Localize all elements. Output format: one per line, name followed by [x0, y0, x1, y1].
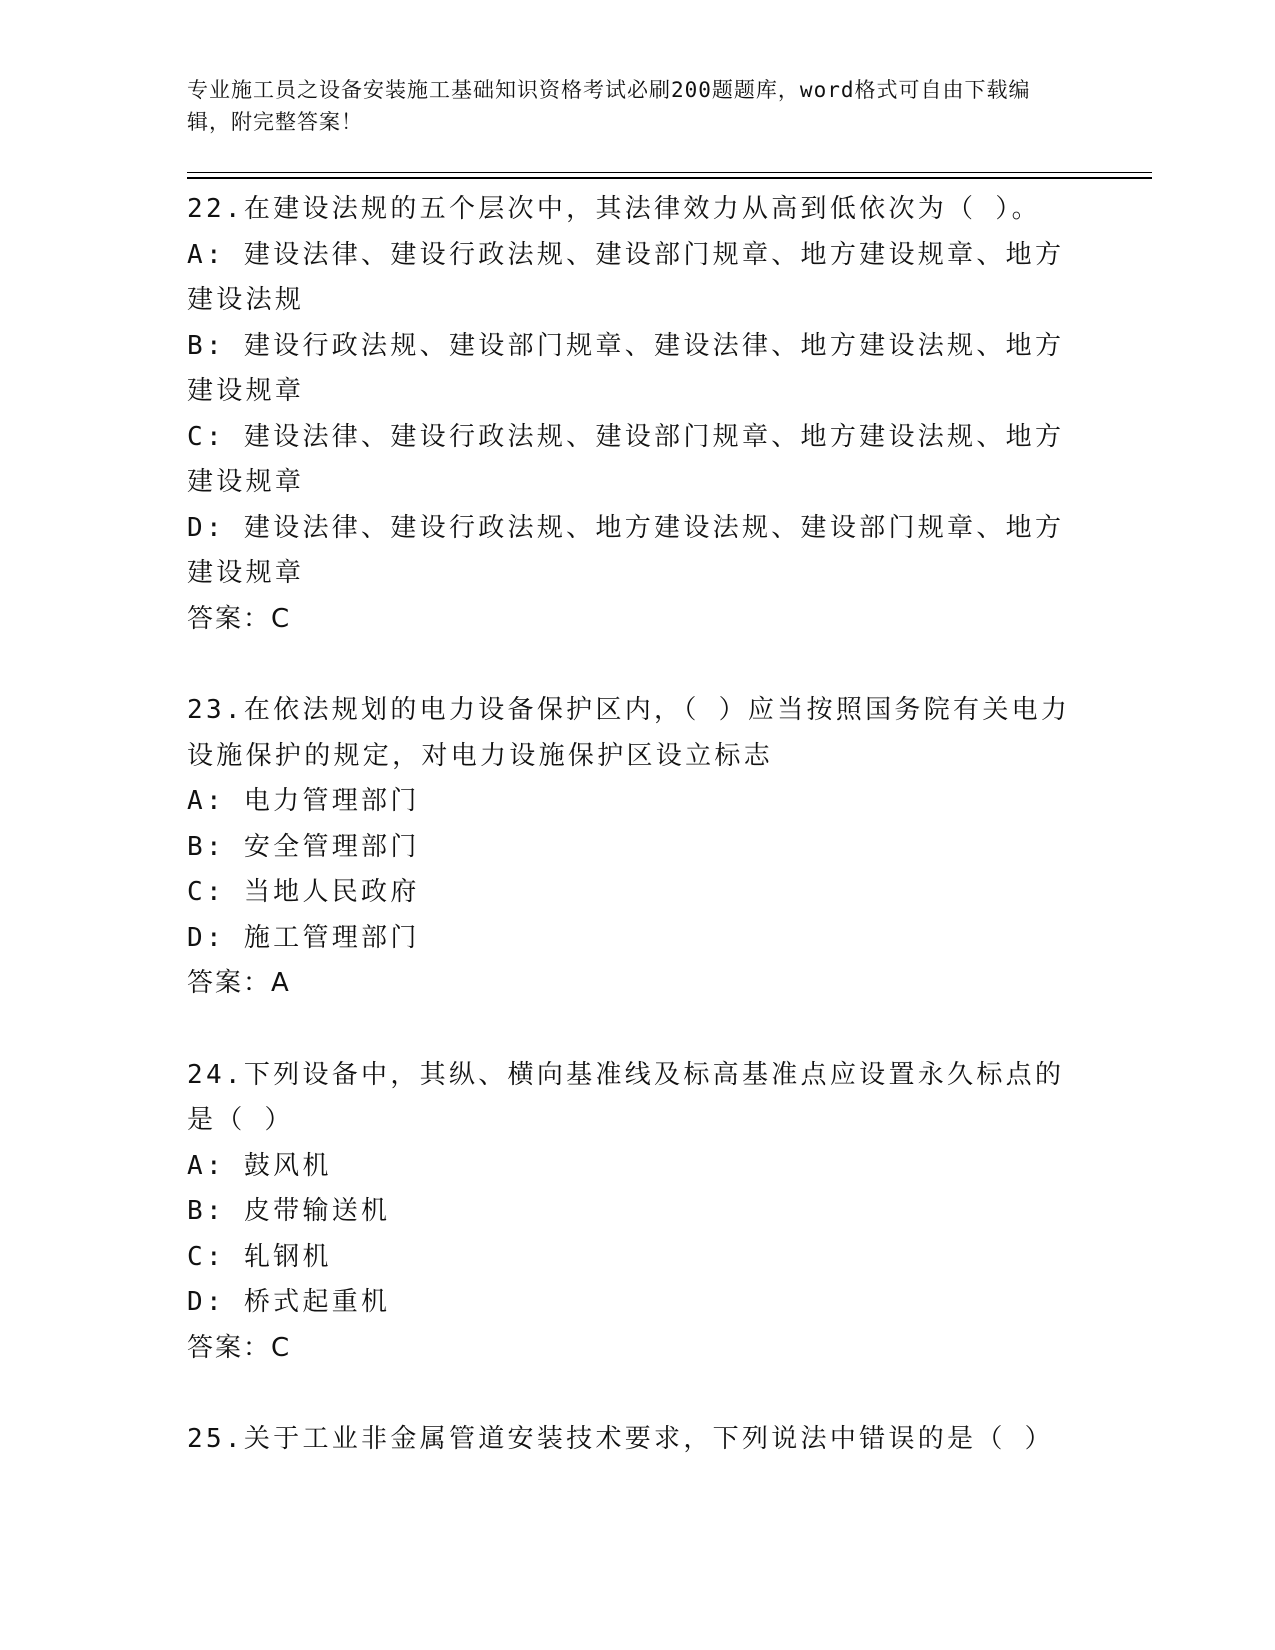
- option-c: C: 当地人民政府: [187, 877, 420, 907]
- question-22: [187, 187, 1087, 642]
- answer-label: 答案：C: [187, 603, 292, 634]
- question-stem: 23.在依法规划的电力设备保护区内，（ ）应当按照国务院有关电力设施保护的规定，对电力设施保护区设立标志: [187, 695, 1071, 771]
- question-stem: 25.关于工业非金属管道安装技术要求，下列说法中错误的是（ ）: [187, 1424, 1054, 1454]
- answer-label: 答案：C: [187, 1332, 292, 1363]
- option-c: C: 建设法律、建设行政法规、建设部门规章、地方建设法规、地方建设规章: [187, 421, 1065, 497]
- header-divider-thick: [187, 177, 1152, 179]
- header-divider-thin: [187, 172, 1152, 173]
- option-d: D: 施工管理部门: [187, 922, 420, 953]
- question-stem: 24.下列设备中，其纵、横向基准线及标高基准点应设置永久标点的是（ ）: [187, 1059, 1065, 1135]
- answer-label: 答案：A: [187, 968, 291, 998]
- question-list: [187, 187, 1087, 1509]
- document-header: 专业施工员之设备安装施工基础知识资格考试必刷200题题库，word格式可自由下载编辑，附完整答案！: [187, 78, 1031, 134]
- option-b: B: 安全管理部门: [187, 831, 420, 862]
- question-23: [187, 688, 1087, 1007]
- option-b: B: 皮带输送机: [187, 1196, 391, 1226]
- option-d: D: 建设法律、建设行政法规、地方建设法规、建设部门规章、地方建设规章: [187, 512, 1065, 588]
- option-d: D: 桥式起重机: [187, 1287, 391, 1317]
- question-stem: 22.在建设法规的五个层次中，其法律效力从高到低依次为（ ）。: [187, 194, 1041, 224]
- option-a: A: 电力管理部门: [187, 786, 420, 816]
- option-c: C: 轧钢机: [187, 1241, 332, 1272]
- option-a: A: 鼓风机: [187, 1150, 332, 1181]
- option-b: B: 建设行政法规、建设部门规章、建设法律、地方建设法规、地方建设规章: [187, 330, 1065, 406]
- option-a: A: 建设法律、建设行政法规、建设部门规章、地方建设规章、地方建设法规: [187, 239, 1065, 315]
- question-24: [187, 1053, 1087, 1372]
- question-25: [187, 1417, 1087, 1463]
